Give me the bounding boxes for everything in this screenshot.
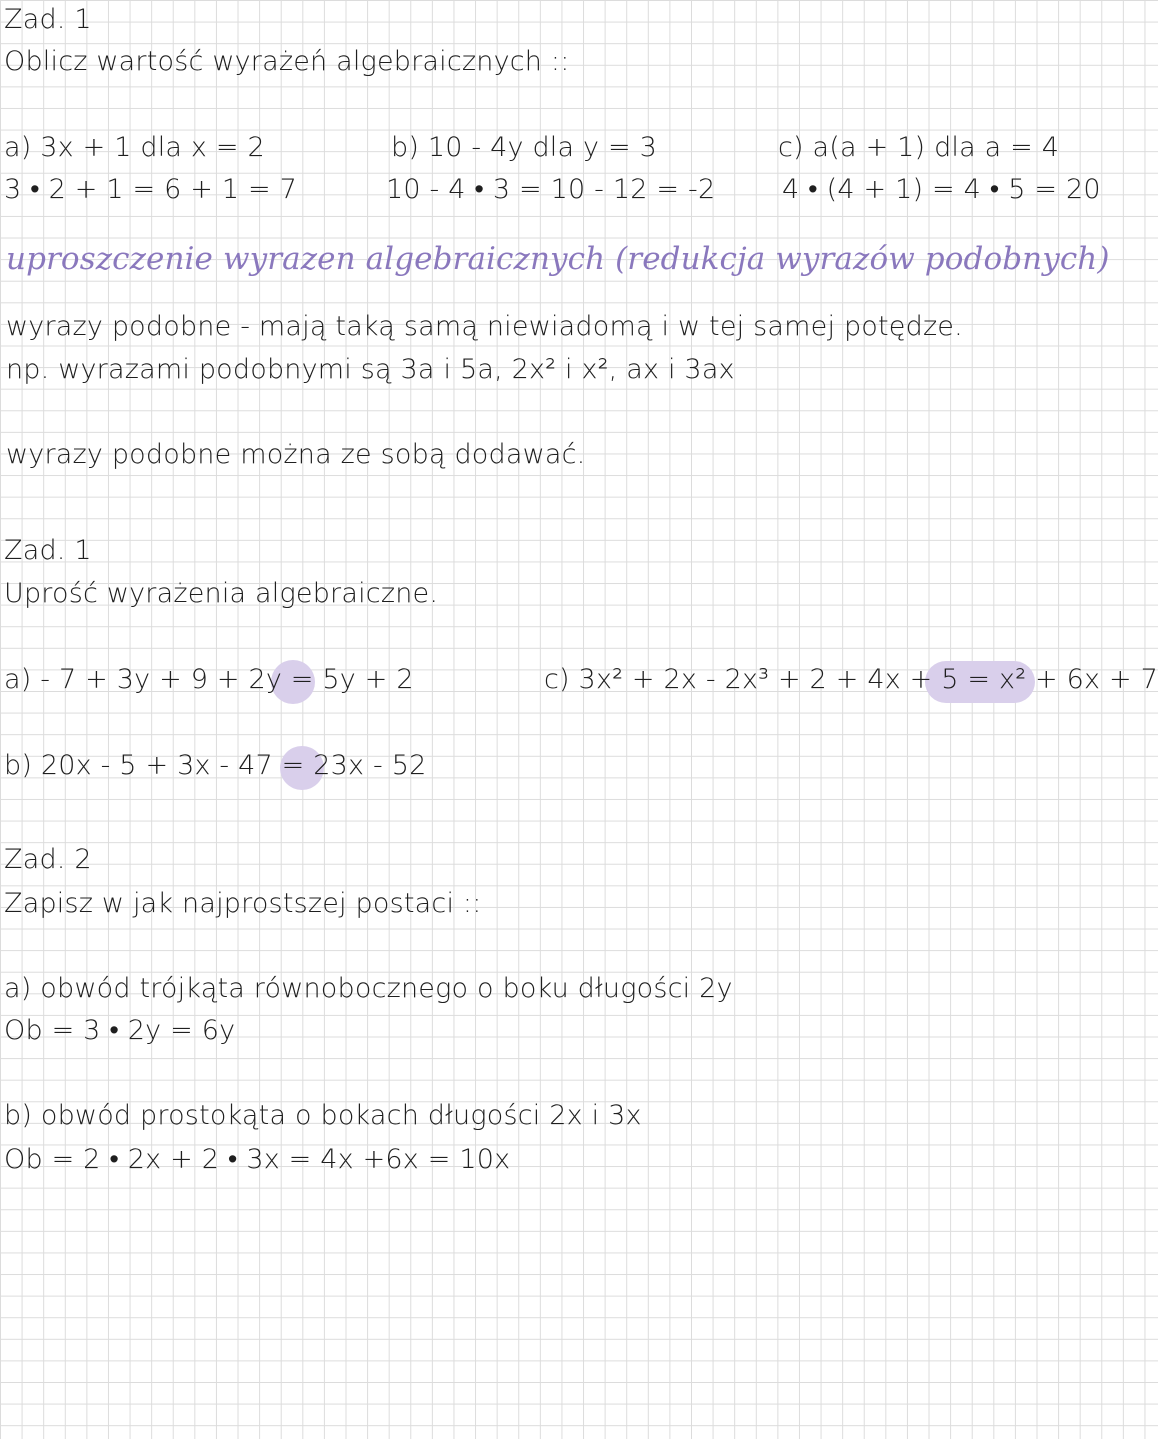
section2-item-b: b) 20x - 5 + 3x - 47 = 23x - 52	[4, 750, 427, 781]
section1-item-b-solution: 10 - 4 • 3 = 10 - 12 = -2	[386, 174, 716, 205]
note-definition: wyrazy podobne - mają taką samą niewiadomą i w tej samej potędze.	[6, 311, 963, 342]
note-rule: wyrazy podobne można ze sobą dodawać.	[6, 439, 586, 470]
section3-title: Zad. 2	[4, 844, 92, 875]
section1-item-b-problem: b) 10 - 4y dla y = 3	[391, 132, 657, 163]
section1-instruction: Oblicz wartość wyrażeń algebraicznych ::	[4, 46, 570, 77]
section1-title: Zad. 1	[4, 4, 92, 35]
section3-item-b-problem: b) obwód prostokąta o bokach długości 2x i 3x	[4, 1100, 642, 1131]
section3-item-a-solution: Ob = 3 • 2y = 6y	[4, 1015, 236, 1046]
section2-item-c: c) 3x² + 2x - 2x³ + 2 + 4x + 5 = x² + 6x + 7	[544, 664, 1158, 695]
section3-item-a-problem: a) obwód trójkąta równobocznego o boku długości 2y	[4, 973, 733, 1004]
section1-item-c-solution: 4 • (4 + 1) = 4 • 5 = 20	[782, 174, 1101, 205]
section3-instruction: Zapisz w jak najprostszej postaci ::	[4, 888, 482, 919]
section2-item-a: a) - 7 + 3y + 9 + 2y = 5y + 2	[4, 664, 414, 695]
section2-title: Zad. 1	[4, 535, 92, 566]
section2-instruction: Uprość wyrażenia algebraiczne.	[4, 578, 439, 609]
section1-item-c-problem: c) a(a + 1) dla a = 4	[778, 132, 1060, 163]
topic-heading: uproszczenie wyrazen algebraicznych (redukcja wyrazów podobnych)	[6, 241, 1110, 277]
note-example: np. wyrazami podobnymi są 3a i 5a, 2x² i x², ax i 3ax	[6, 354, 735, 385]
section1-item-a-problem: a) 3x + 1 dla x = 2	[4, 132, 265, 163]
section1-item-a-solution: 3 • 2 + 1 = 6 + 1 = 7	[4, 174, 298, 205]
section3-item-b-solution: Ob = 2 • 2x + 2 • 3x = 4x +6x = 10x	[4, 1144, 511, 1175]
